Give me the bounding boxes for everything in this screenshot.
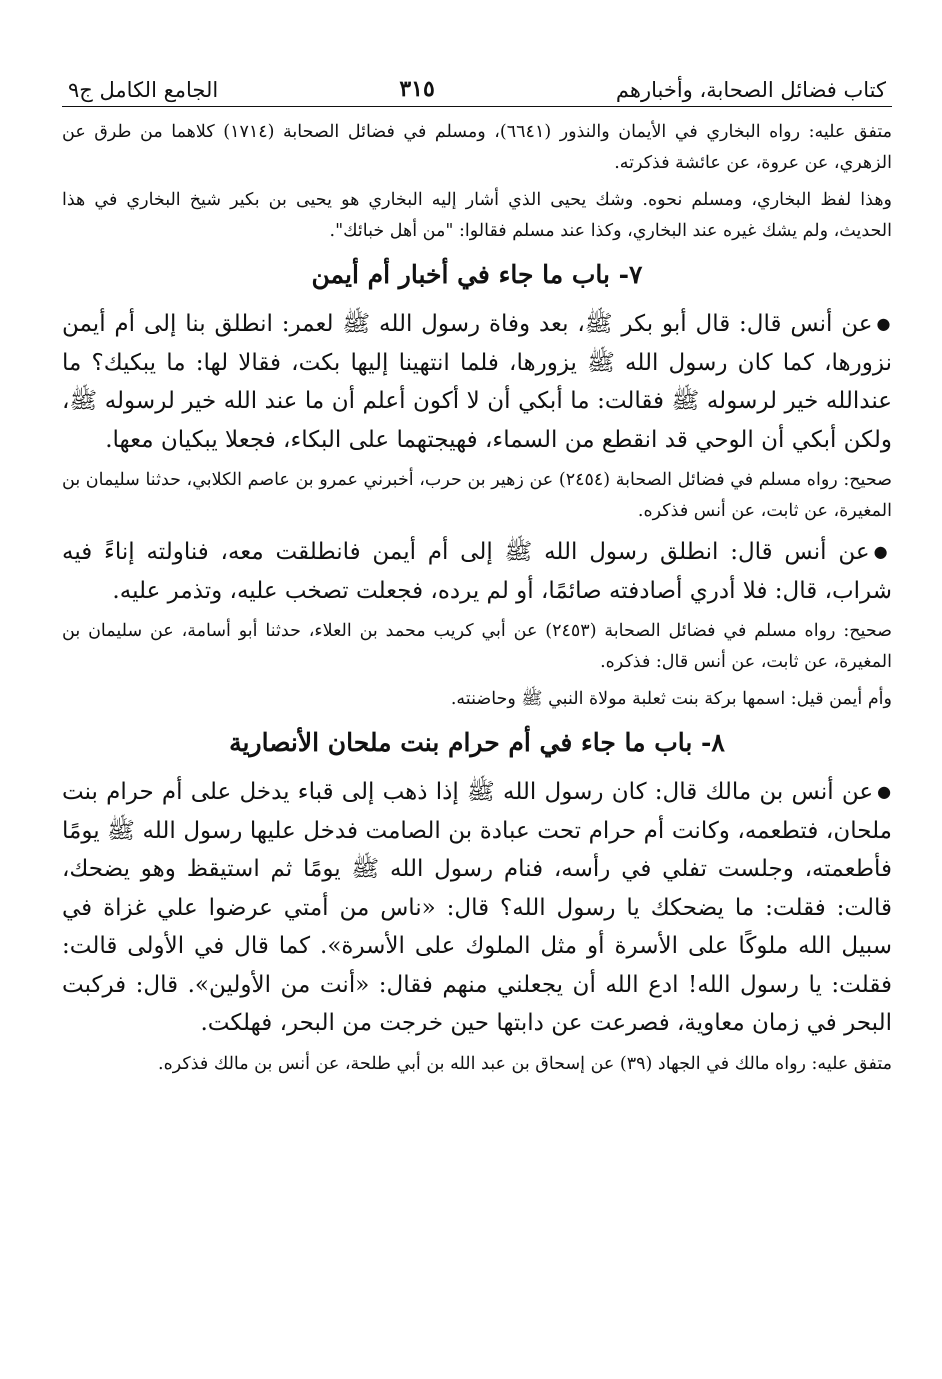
hadith-text [62,533,892,610]
bullet-icon: ● [876,314,892,333]
footnote-commentary: وأم أيمن قيل: اسمها بركة بنت ثعلبة مولاة النبي ﷺ وحاضنته. [450,689,892,709]
hadith-body: عن أنس بن مالك قال: كان رسول الله ﷺ إذا ذهب إلى قباء يدخل على أم حرام بنت ملحان، فتطعمه، وكانت أم حرام تحت عبادة بن الصامت فدخل عليها رسول الله ﷺ يومًا فأطعمته، وجلست تفلي في رأسه، فنام رسول الله ﷺ يومًا ثم استيقظ وهو يضحك، قالت: فقلت: ما يضحكك يا رسول الله؟ قال: «ناس من أمتي عرضوا علي غزاة في سبيل الله ملوكًا على الأسرة أو مثل الملوك على الأسرة». كما قال في الأولى قالت: فقلت: يا رسول الله! ادع الله أن يجعلني منهم فقال: «أنت من الأولين». قال: فركبت البحر في زمان معاوية، فصرعت عن دابتها حين خرجت من البحر، فهلكت. [62,779,892,1036]
book-title: كتاب فضائل الصحابة، وأخبارهم [615,78,886,102]
footnote-commentary: وهذا لفظ البخاري، ومسلم نحوه. وشك يحيى الذي أشار إليه البخاري هو يحيى بن بكير شيخ البخاري في هذا الحديث، ولم يشك غيره عند البخاري، وكذا عند مسلم فقالوا: "من أهل خبائك". [62,190,892,241]
section-heading-7: ٧- باب ما جاء في أخبار أم أيمن [311,260,643,289]
hadith-body: عن أنس قال: انطلق رسول الله ﷺ إلى أم أيمن فانطلقت معه، فناولته إناءً فيه شراب، قال: فلا أدري أصادفته صائمًا، أو لم يرده، فجعلت تصخب عليه، وتذمر عليه. [62,539,892,604]
hadith-body: عن أنس قال: قال أبو بكر ﷺ، بعد وفاة رسول الله ﷺ لعمر: انطلق بنا إلى أم أيمن نزورها، كما كان رسول الله ﷺ يزورها، فلما انتهينا إليها بكت، فقالا لها: ما يبكيك؟ ما عندالله خير لرسوله ﷺ فقالت: ما أبكي أن لا أكون أعلم أن ما عند الله خير لرسوله ﷺ، ولكن أبكي أن الوحي قد انقطع من السماء، فهيجتهما على البكاء، فجعلا يبكيان معها. [62,311,892,453]
volume-title: الجامع الكامل ج٩ [68,78,219,102]
page-header [62,62,892,107]
section-heading-8: ٨- باب ما جاء في أم حرام بنت ملحان الأنصارية [229,728,725,757]
footnote-takhrij: متفق عليه: رواه مالك في الجهاد (٣٩) عن إسحاق بن عبد الله بن أبي طلحة، عن أنس بن مالك فذكره. [158,1053,892,1074]
footnote-takhrij: صحيح: رواه مسلم في فضائل الصحابة (٢٤٥٤) عن زهير بن حرب، أخبرني عمرو بن عاصم الكلابي، حدثنا سليمان بن المغيرة، عن ثابت، عن أنس فذكره. [62,470,892,521]
footnote-takhrij: صحيح: رواه مسلم في فضائل الصحابة (٢٤٥٣) عن أبي كريب محمد بن العلاء، حدثنا أبو أسامة، عن سليمان بن المغيرة، عن ثابت، عن أنس قال: فذكره. [62,621,892,672]
footnote-takhrij: متفق عليه: رواه البخاري في الأيمان والنذور (٦٦٤١)، ومسلم في فضائل الصحابة (١٧١٤) كلاهما من طرق عن الزهري، عن عروة، عن عائشة فذكرته. [62,122,893,173]
hadith-text [62,305,892,459]
bullet-icon: ● [877,782,892,801]
page-number: ٣١٥ [399,76,435,102]
hadith-text [62,773,892,1043]
bullet-icon: ● [873,542,892,561]
